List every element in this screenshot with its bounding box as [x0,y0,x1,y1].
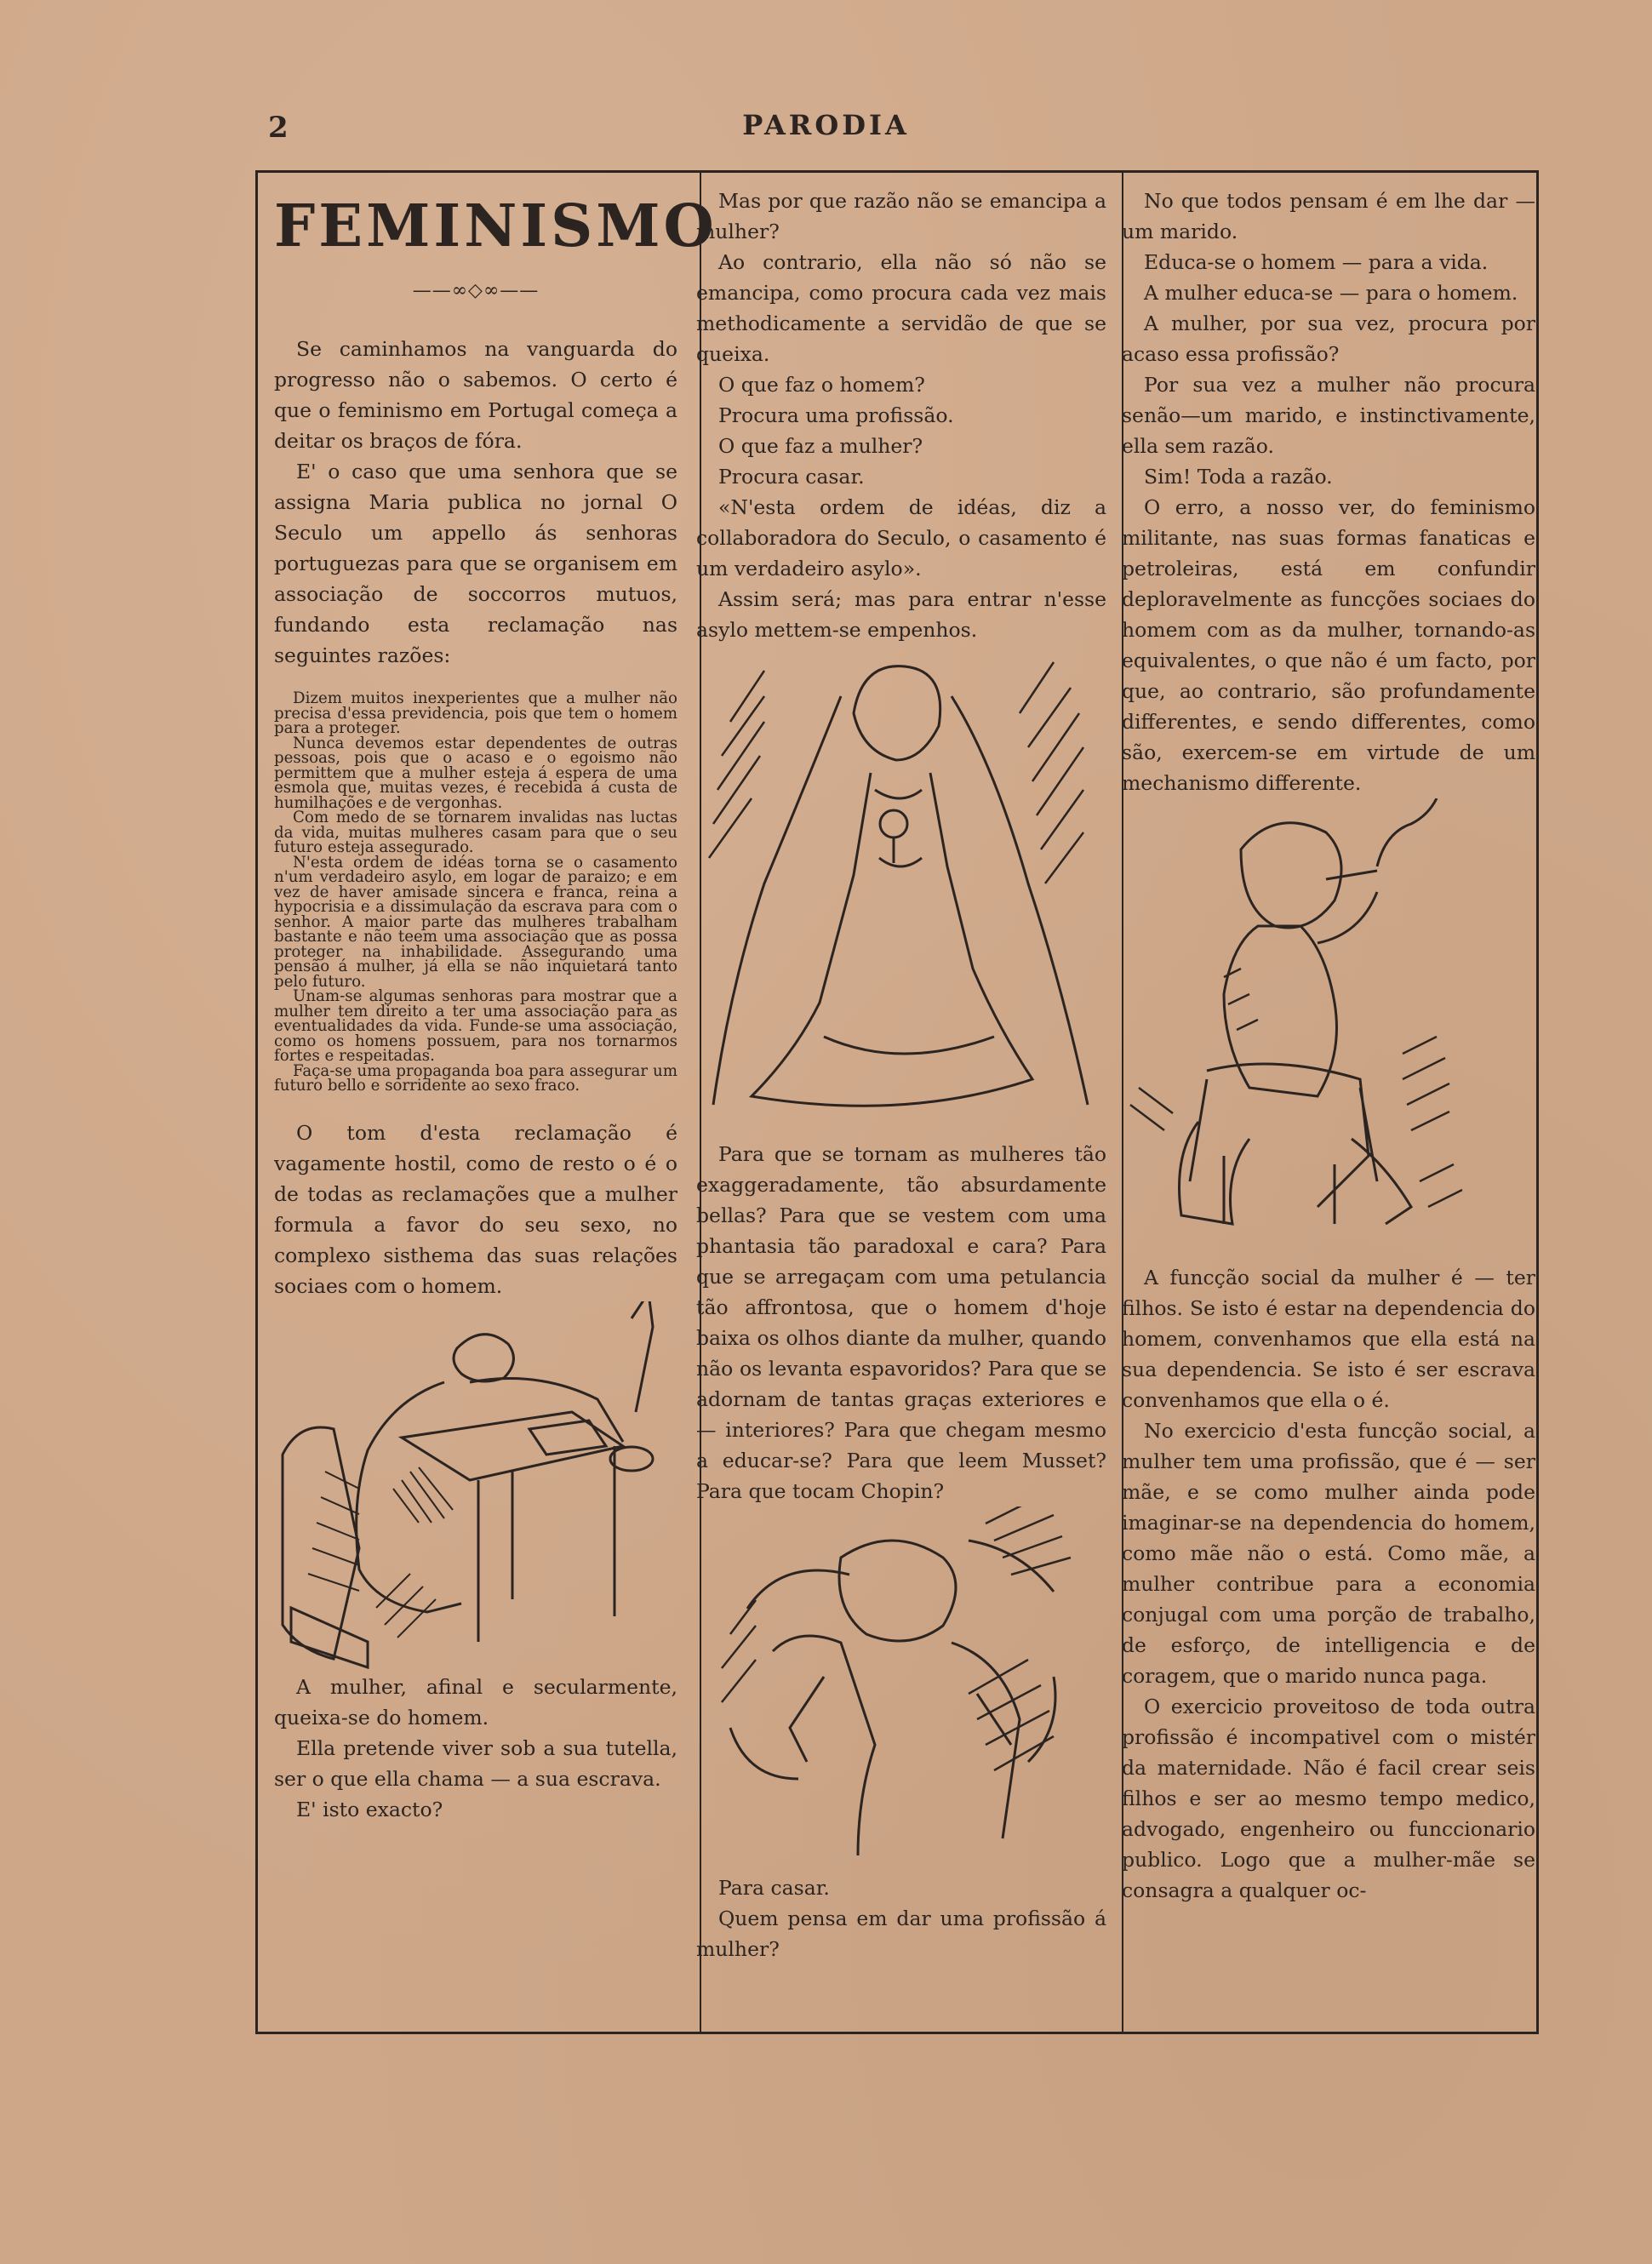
paragraph: Ao contrario, ella não só não se emancipa, como procura cada vez mais methodicamente a servidão de que se queixa. [696,250,1106,366]
masthead: PARODIA [742,109,910,141]
paragraph: O exercicio proveitoso de toda outra profissão é incompativel com o mistér da maternidade. Não é facil crear seis filhos e ser ao mesmo tempo medico, advogado, engenheiro ou funccionario publico. Logo que a mulher-mãe se consagra a qualquer oc- [1122,1695,1535,1902]
woman-writing-illustration [274,1301,677,1672]
paragraph: O tom d'esta reclamação é vagamente hostil, como de resto o é o de todas as reclamações que a mulher formula a favor do seu sexo, no complexo sisthema das suas relações sociaes com o homem. [274,1120,677,1298]
quote-paragraph: Unam-se algumas senhoras para mostrar que a mulher tem direito a ter uma associação para as eventualidades da vida. Funde-se uma associação, como os homens possuem, para nos tornarmos fortes e respeitadas. [274,987,677,1065]
paragraph: Para casar. [718,1876,830,1900]
paragraph: O erro, a nosso ver, do feminismo militante, nas suas formas fanaticas e petroleiras, está em confundir deploravelmente as funcções sociaes do homem com as da mulher, tornando-as equivalentes, o que não é um facto, por que, ao contrario, são profundamente differentes, e sendo differentes, como são, exercem-se em virtude de um mechanismo differente. [1122,495,1535,795]
paragraph: Para que se tornam as mulheres tão exaggeradamente, tão absurdamente bellas? Para que se vestem com uma phantasia tão paradoxal e cara? Para que se arregaçam com uma petulancia tão affrontosa, que o homem d'hoje baixa os olhos diante da mulher, quando não os levanta espavoridos? Para que se adornam de tantas graças exteriores e — interiores? Para que chegam mesmo a educar-se? Para que leem Musset? Para que tocam Chopin? [696,1142,1106,1503]
woman-smoking-illustration [1122,798,1535,1262]
page-number: 2 [268,111,289,145]
paragraph: Assim será; mas para entrar n'esse asylo mettem-se empenhos. [696,587,1106,642]
title-ornament: ——∞◇∞—— [412,280,540,301]
paragraph: Mas por que razão não se emancipa a mulher? [696,189,1106,243]
paragraph: «N'esta ordem de idéas, diz a collaboradora do Seculo, o casamento é um verdadeiro asylo». [696,495,1106,580]
bride-illustration [696,645,1106,1139]
paragraph: A funcção social da mulher é — ter filhos. Se isto é estar na dependencia do homem, convenhamos que ella está na sua dependencia. Se isto é ser escrava convenhamos que ella o é. [1122,1266,1535,1412]
paragraph: Se caminhamos na vanguarda do progresso não o sabemos. O certo é que o feminismo em Portugal começa a deitar os braços de fóra. [274,337,677,453]
quote-paragraph: Nunca devemos estar dependentes de outras pessoas, pois que o acaso e o egoismo não permittem que a mulher esteja á espera de uma esmola que, muitas vezes, é recebida á custa de humilhações e de vergonhas. [274,734,677,812]
quote-paragraph: N'esta ordem de idéas torna se o casamento n'um verdadeiro asylo, em logar de paraizo; e em vez de haver amisade sincera e franca, reina a hypocrisia e a dissimulação da escrava para com o senhor. A maior parte das mulheres trabalham bastante e não teem uma associação que as possa proteger na inhabilidade. Assegurando uma pensão á mulher, já ella se não inquietará tanto pelo futuro. [274,853,677,991]
paragraph: A mulher, afinal e secularmente, queixa-se do homem. [274,1674,677,1729]
paragraph: Procura uma profissão. [718,403,954,427]
paragraph: Por sua vez a mulher não procura senão—um marido, e instinctivamente, ella sem razão. [1122,373,1535,458]
paragraph: No exercicio d'esta funcção social, a mulher tem uma profissão, que é — ser mãe, e se como mulher ainda pode imaginar-se na dependencia do homem, como mãe não o está. Como mãe, a mulher contribue para a economia conjugal com uma porção de trabalho, de esforço, de intelligencia e de coragem, que o marido nunca paga. [1122,1419,1535,1688]
quote-paragraph: Com medo de se tornarem invalidas nas luctas da vida, muitas mulheres casam para que o seu futuro esteja assegurado. [274,809,677,856]
woman-with-flowers-illustration [696,1506,1106,1872]
paragraph: Quem pensa em dar uma profissão á mulher? [696,1907,1106,1961]
paragraph: E' o caso que uma senhora que se assigna Maria publica no jornal O Seculo um appello ás senhoras portuguezas para que se organisem em associação de soccorros mutuos, fundando esta reclamação nas seguintes razões: [274,460,677,667]
paragraph: Ella pretende viver sob a sua tutella, ser o que ella chama — a sua escrava. [274,1735,677,1791]
quote-paragraph: Dizem muitos inexperientes que a mulher não precisa d'essa previdencia, pois que tem o homem para a proteger. [274,689,677,737]
article-title: FEMINISMO [274,192,717,260]
paragraph: No que todos pensam é em lhe dar —um marido. [1122,189,1535,243]
quoted-appeal [274,691,677,1094]
paragraph: Procura casar. [718,465,865,489]
paragraph: E' isto exacto? [296,1797,443,1821]
column-3 [1122,186,1535,1906]
column-1 [274,189,717,1825]
paragraph: A mulher, por sua vez, procura por acaso essa profissão? [1122,312,1535,366]
paragraph: O que faz o homem? [718,373,925,397]
paragraph: Sim! Toda a razão. [1144,465,1333,489]
column-2 [696,186,1106,1964]
paragraph: O que faz a mulher? [718,434,923,458]
paragraph: Educa-se o homem — para a vida. [1144,250,1489,274]
quote-paragraph: Faça-se uma propaganda boa para assegurar um futuro bello e sorridente ao sexo fraco. [274,1061,677,1095]
paragraph: A mulher educa-se — para o homem. [1144,281,1518,305]
